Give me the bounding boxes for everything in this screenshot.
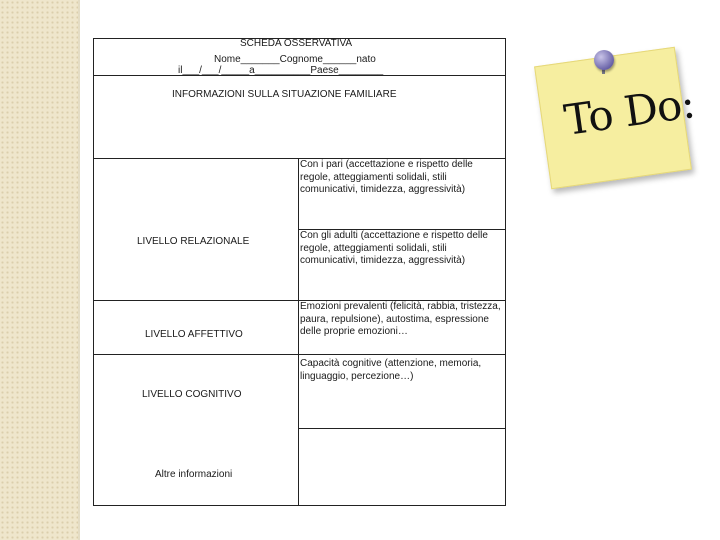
relational-level-label: LIVELLO RELAZIONALE [137, 236, 250, 247]
todo-text: To Do: [561, 78, 698, 145]
name-surname-line: Nome_______Cognome______nato [214, 54, 376, 65]
affective-level-label: LIVELLO AFFETTIVO [145, 329, 243, 340]
todo-sticky-note [536, 48, 696, 188]
column-divider [298, 158, 299, 506]
row-divider [298, 428, 506, 429]
header-divider [93, 75, 506, 76]
left-row-divider [93, 354, 298, 355]
pushpin-icon [594, 50, 614, 70]
peer-relations-desc: Con i pari (accettazione e rispetto delle regole, atteggiamenti solidali, stili comunicativi, timidezza, aggressività) [300, 159, 473, 195]
other-info-label: Altre informazioni [155, 469, 233, 480]
side-strip-edge [78, 0, 80, 540]
family-section-title: INFORMAZIONI SULLA SITUAZIONE FAMILIARE [172, 89, 397, 100]
adult-relations-desc: Con gli adulti (accettazione e rispetto delle regole, atteggiamenti solidali, stili comunicativi, timidezza, aggressività) [300, 230, 488, 266]
form-title: SCHEDA OSSERVATIVA [240, 38, 353, 49]
cognitive-level-label: LIVELLO COGNITIVO [142, 389, 242, 400]
cognitive-desc: Capacità cognitive (attenzione, memoria, linguaggio, percezione…) [300, 358, 482, 382]
decorative-side-strip [0, 0, 78, 540]
birth-place-line: il___/___/_____a__________Paese________ [178, 65, 384, 76]
left-row-divider [93, 300, 298, 301]
row-divider [298, 354, 506, 355]
observation-form [93, 38, 506, 506]
emotions-desc: Emozioni prevalenti (felicità, rabbia, tristezza, paura, repulsione), autostima, espressione delle proprie emozioni… [300, 301, 501, 337]
